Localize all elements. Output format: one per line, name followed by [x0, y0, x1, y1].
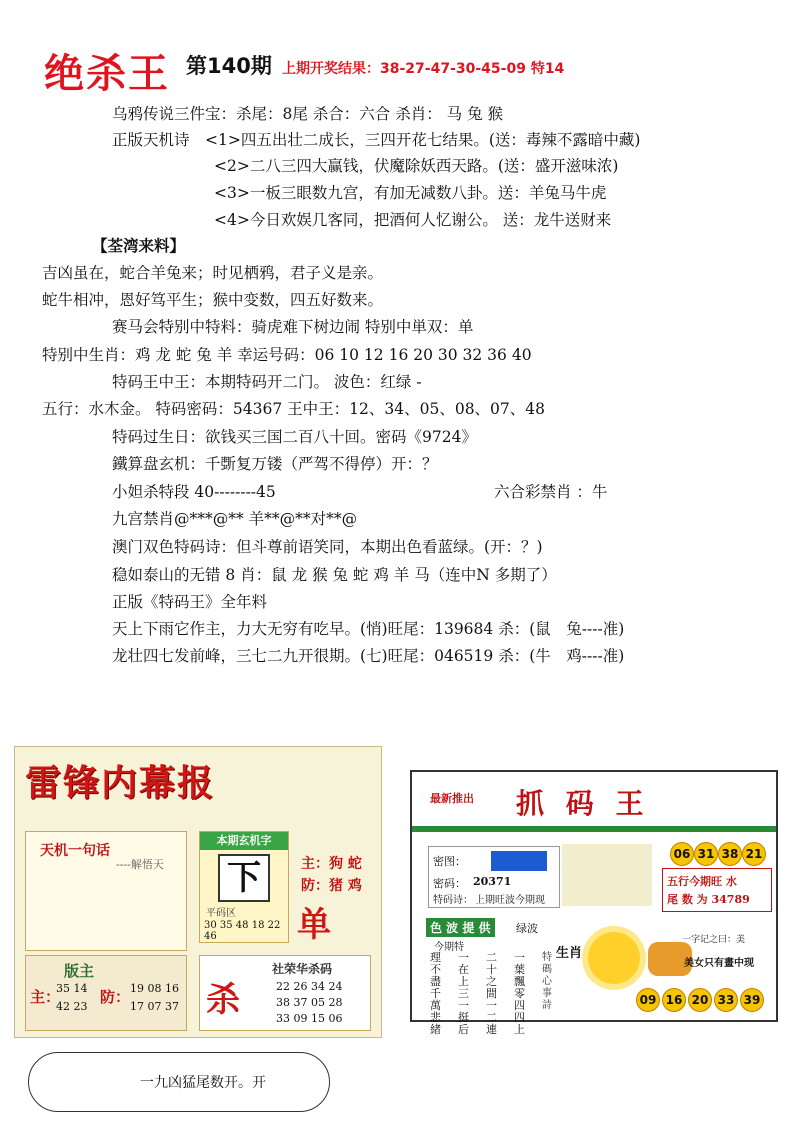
- poem-col: 二十之間一二連: [486, 951, 497, 1036]
- issue-number: 第140期: [186, 54, 272, 78]
- poem-col: 一在上三一挺后: [458, 951, 469, 1036]
- poster-left: [14, 746, 382, 1038]
- poster-right-small: 最新推出: [430, 792, 474, 805]
- box-kill: [199, 955, 371, 1031]
- text-line: 吉凶虽在，蛇合羊兔来；时见栖鸦，君子义是亲。: [42, 264, 384, 282]
- ball: 38: [718, 842, 742, 866]
- poster-left-title: 雷锋内幕报: [25, 762, 216, 804]
- zhu2-label: 主：: [30, 988, 61, 1006]
- ball: 31: [694, 842, 718, 866]
- fang2-nums: 19 08 16: [130, 982, 179, 995]
- color-val: 绿波: [516, 922, 538, 935]
- fang-label: 防：猪 鸡: [301, 878, 362, 894]
- zhu-label: 主：狗 蛇: [301, 856, 362, 872]
- horse-image: [562, 844, 652, 906]
- poem-col: 一葉飄零四四上: [514, 951, 525, 1036]
- divider: [412, 826, 776, 832]
- tmshi-val: 上期旺波今期现: [475, 895, 545, 906]
- text-line: 六合彩禁肖 ：牛: [494, 483, 608, 501]
- box-banzhu: [25, 955, 187, 1031]
- color-row: 色 波 提 供: [426, 918, 495, 937]
- page-title: 绝杀王: [44, 50, 170, 97]
- wuxing: 五行今期旺 水: [667, 875, 737, 888]
- box-tianji: [25, 831, 187, 951]
- text-line: 澳门双色特码诗：但斗尊前语笑同，本期出色看蓝绿。(开：？): [112, 538, 543, 556]
- box-tianji-title: 天机一句话: [40, 843, 110, 859]
- wuxing-box: [662, 868, 772, 912]
- mitu-label: 密图：: [433, 855, 466, 868]
- pm-nums: 30 35 48 18 22 46: [204, 920, 281, 942]
- ball: 20: [688, 988, 712, 1012]
- text-line: 稳如泰山的无错 8 肖：鼠 龙 猴 兔 蛇 鸡 羊 马（连中N 多期了）: [112, 566, 557, 584]
- shengxiao-label: 生肖: [556, 946, 583, 961]
- mima-val: 20371: [473, 875, 512, 888]
- fang2-nums: 17 07 37: [130, 1000, 179, 1013]
- logo-icon: [491, 851, 547, 871]
- tmshi-label: 特码诗：: [433, 895, 473, 906]
- kill-title: 社荣华杀码: [272, 962, 333, 976]
- banzhu-title: 版主: [64, 962, 95, 980]
- poster-right-title: 抓 码 王: [516, 787, 650, 820]
- poem-col: 理不盡千萬悲緒: [430, 951, 441, 1036]
- text-line: <4>今日欢娱几客同，把酒何人忆谢公。 送：龙牛送财来: [214, 211, 612, 229]
- text-line: 龙壮四七发前峰，三七二九开很期。(七)旺尾：046519 杀：(牛 鸡----准): [112, 647, 625, 665]
- text-line: 五行：水木金。 特码密码：54367 王中王：12、34、05、08、07、48: [42, 400, 546, 418]
- text-line: 特码王中王：本期特码开二门。 波色：红绿 -: [112, 373, 422, 391]
- text-line: 九宫禁肖@***@** 羊**@**对**@: [112, 510, 358, 528]
- zhu2-nums: 42 23: [56, 1000, 88, 1013]
- text-line: 乌鸦传说三件宝：杀尾：8尾 杀合：六合 杀肖： 马 兔 猴: [112, 105, 503, 123]
- text-line: 特别中生肖：鸡 龙 蛇 兔 羊 幸运号码：06 10 12 16 20 30 32 36 40: [42, 346, 532, 364]
- ball: 33: [714, 988, 738, 1012]
- text-line: 正版天机诗 <1>四五出壮二成长，三四开花七结果。(送：毒辣不露暗中藏): [112, 131, 641, 149]
- kill-nums: 33 09 15 06: [276, 1012, 343, 1025]
- zhu2-nums: 35 14: [56, 982, 88, 995]
- box-xuanji: [199, 831, 289, 943]
- meinv-label: 美女只有畫中现: [684, 958, 754, 969]
- text-line: 正版《特码王》全年料: [112, 593, 268, 611]
- text-line: 特码过生日：欲钱买三国二百八十回。密码《9724》: [112, 428, 477, 446]
- text-line: <2>二八三四大赢钱，伏魔除妖西天路。(送：盛开滋味浓): [214, 157, 619, 175]
- text-line: 小妲杀特段 40--------45: [112, 483, 276, 501]
- kill-char: 杀: [206, 980, 240, 1020]
- jinqi-label: 今期特: [434, 942, 464, 953]
- ball: 39: [740, 988, 764, 1012]
- box-xuanji-title: 本期玄机字: [200, 832, 288, 850]
- code-box: [428, 846, 560, 908]
- sun-icon: [588, 932, 640, 984]
- kill-nums: 38 37 05 28: [276, 996, 343, 1009]
- fang2-label: 防：: [100, 988, 131, 1006]
- text-line: 赛马会特别中特料：骑虎难下树边闹 特别中単双：单: [112, 318, 474, 336]
- xuanji-char: 下: [218, 854, 270, 902]
- poster-right: [410, 770, 778, 1036]
- section-heading: 【荃湾来料】: [92, 236, 186, 255]
- text-line: 蛇牛相冲，恩好笃平生；猴中变数，四五好数来。: [42, 291, 384, 309]
- weishu: 尾 数 为 34789: [667, 893, 750, 906]
- poem-col: 特碼心事詩: [542, 952, 552, 1011]
- box-tianji-sub: ----解悟天: [116, 858, 164, 871]
- kill-nums: 22 26 34 24: [276, 980, 343, 993]
- big-char: 单: [297, 905, 331, 945]
- text-line: <3>一板三眼数九宫，有加无减数八卦。送：羊兔马牛虎: [214, 184, 607, 202]
- cloud-text: 一九凶猛尾数开。开: [140, 1075, 266, 1091]
- ball: 06: [670, 842, 694, 866]
- text-line: 鐵算盘玄机：千斲复万镂（严驾不得停）开：？: [112, 455, 438, 473]
- ball: 16: [662, 988, 686, 1012]
- ball: 09: [636, 988, 660, 1012]
- mima-label: 密码：: [433, 877, 466, 890]
- yiz-label: 一字记之曰：美: [682, 935, 746, 945]
- pm-label: 平码区: [206, 908, 236, 919]
- ball: 21: [742, 842, 766, 866]
- last-result: 上期开奖结果：38-27-47-30-45-09 特14: [282, 61, 565, 77]
- text-line: 天上下雨它作主，力大无穷有吃早。(悄)旺尾：139684 杀：(鼠 兔----准): [112, 620, 625, 638]
